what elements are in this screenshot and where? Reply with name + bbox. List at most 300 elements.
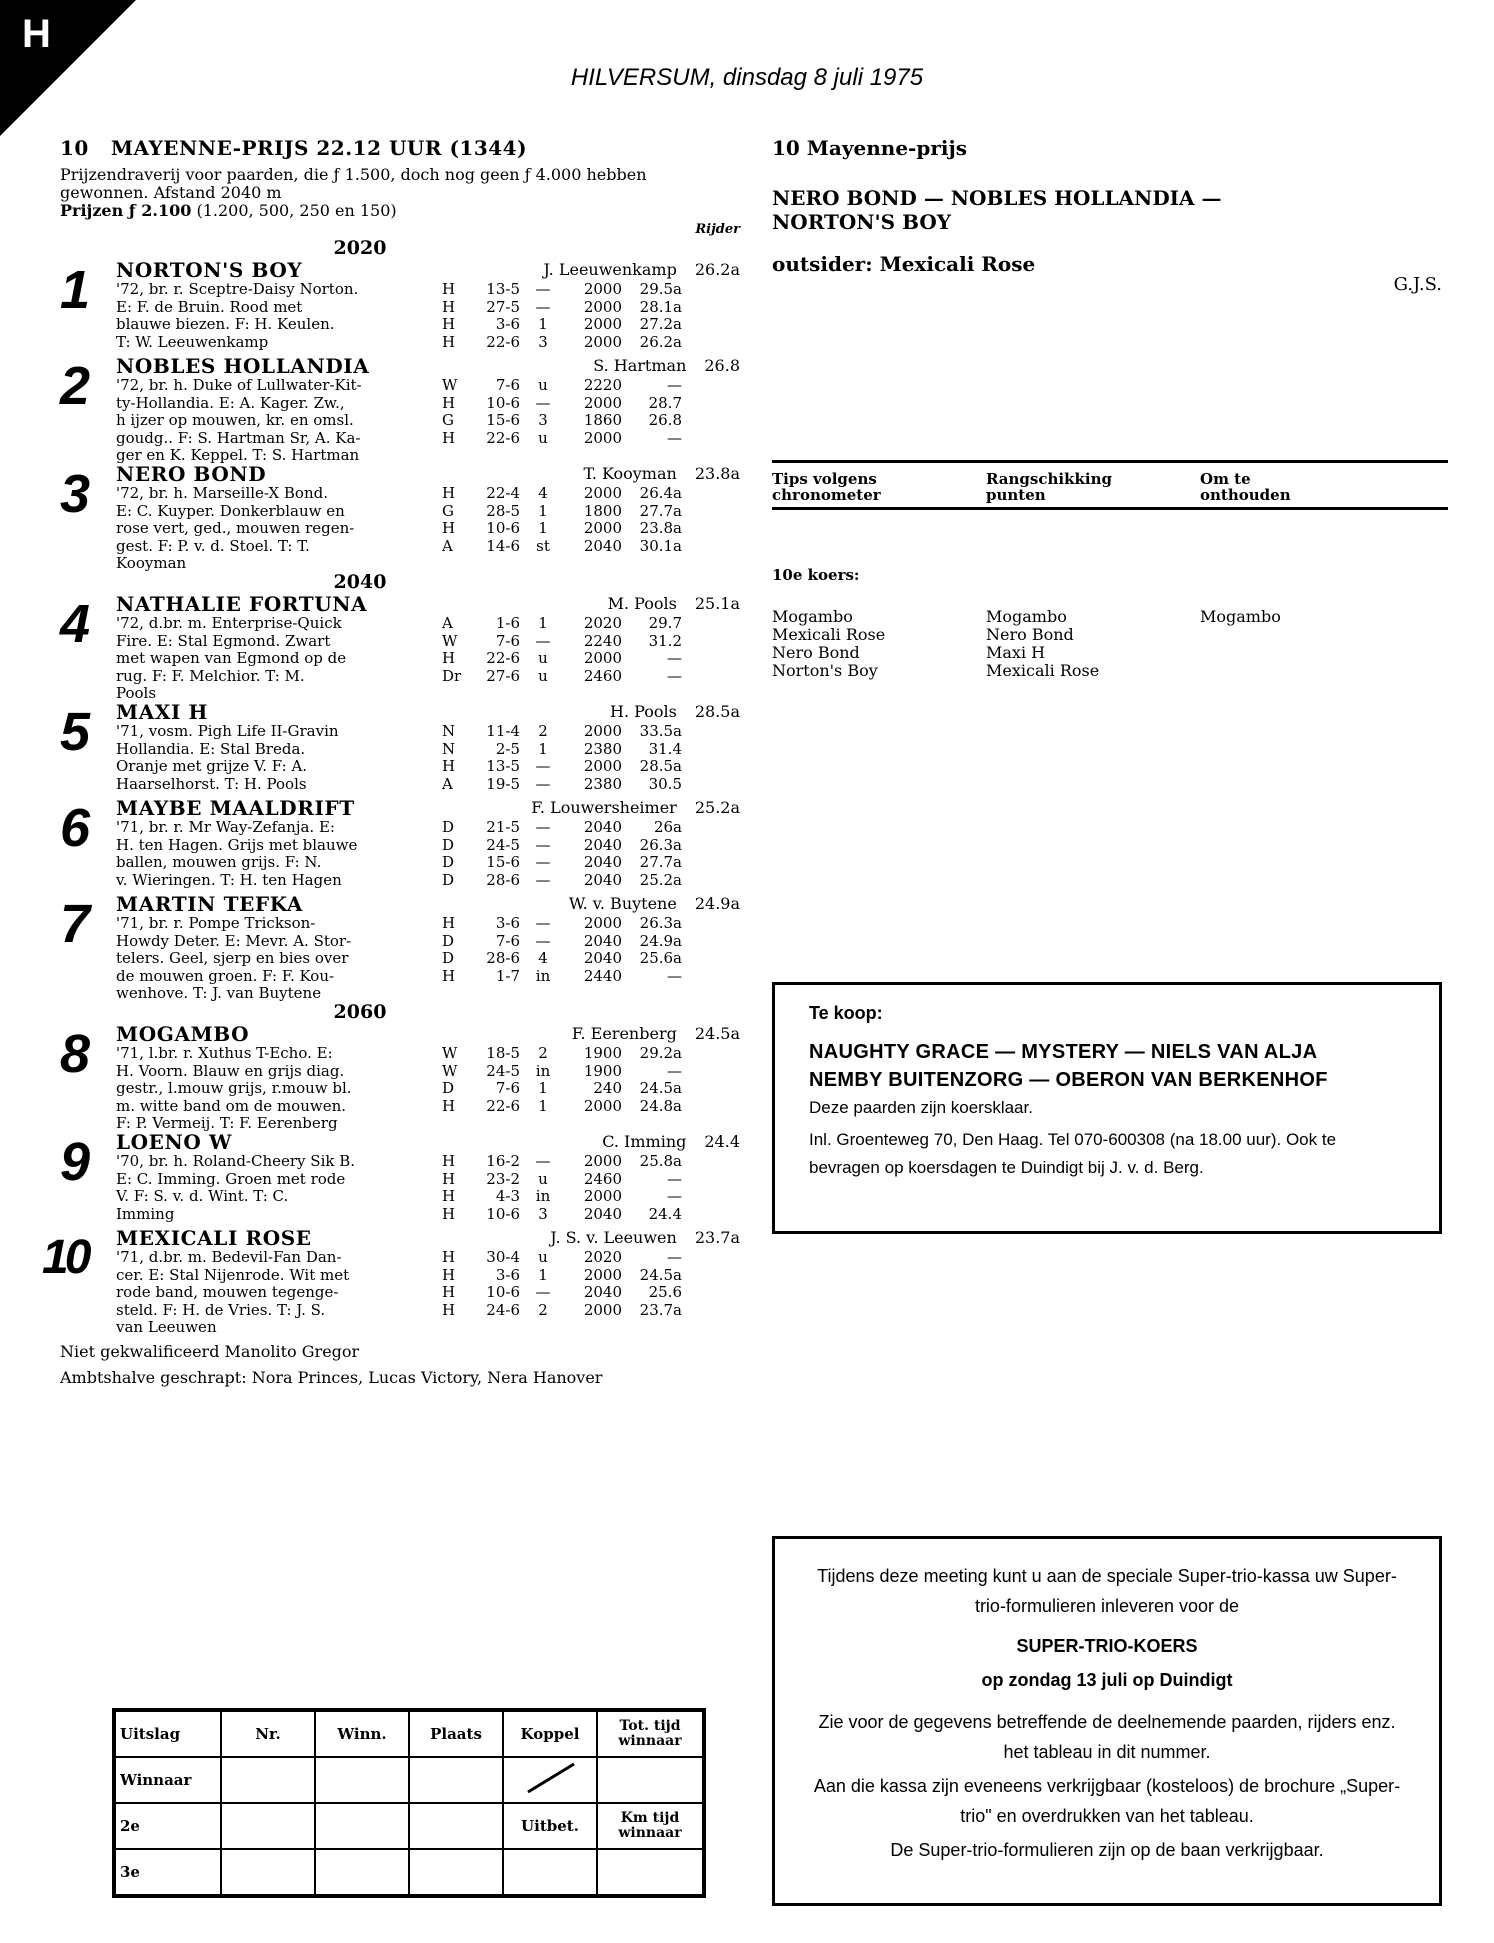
horse-name: MOGAMBO — [116, 1022, 250, 1046]
result-field: H — [442, 519, 456, 537]
result-cell[interactable] — [409, 1803, 503, 1849]
horse-results — [442, 281, 740, 351]
page-header: HILVERSUM, dinsdag 8 juli 1975 — [570, 64, 924, 91]
result-field: 26a — [653, 818, 682, 836]
race-conditions: Prijzendraverij voor paarden, die ƒ 1.500, doch nog geen ƒ 4.000 hebben gewonnen. Afstand 2040 m — [60, 165, 647, 202]
result-field: 1 — [538, 501, 548, 520]
horse-details — [116, 377, 740, 465]
result-field: D — [442, 931, 455, 950]
result-field: — — [535, 818, 551, 836]
result-field: A — [442, 536, 453, 555]
tip-horse: Norton's Boy — [772, 661, 878, 680]
result-field: H — [442, 1265, 456, 1284]
result-field: 2000 — [583, 519, 622, 537]
horse-description-line: rug. F: F. Melchior. T: M. — [116, 666, 305, 685]
result-line — [442, 1267, 740, 1285]
result-header-plaats: Plaats — [409, 1710, 503, 1757]
horse-number: 7 — [60, 894, 91, 954]
super-trio-p3: De Super-trio-formulieren zijn op de baan verkrijgbaar. — [890, 1840, 1324, 1860]
result-field: H — [442, 757, 456, 775]
result-field: — — [535, 931, 551, 950]
result-line — [442, 430, 740, 448]
result-field: 2 — [538, 1044, 548, 1062]
horse-description-line: '72, br. h. Duke of Lullwater-Kit- — [116, 376, 362, 394]
result-field: 2040 — [583, 1283, 622, 1301]
horse-description-line: Oranje met grijze V. F: A. — [116, 757, 308, 775]
result-field: W — [442, 376, 458, 394]
result-row-winnaar: Winnaar — [114, 1757, 221, 1803]
result-line — [442, 485, 740, 503]
result-field: 2000 — [583, 1187, 622, 1205]
horse-description-line: cer. E: Stal Nijenrode. Wit met — [116, 1265, 350, 1284]
result-field: 27-6 — [486, 666, 520, 685]
result-field: 2380 — [583, 739, 622, 758]
horse-results — [442, 1153, 740, 1223]
result-field: 22-6 — [486, 649, 520, 667]
tip-initials: G.J.S. — [1393, 274, 1442, 295]
result-line — [442, 1098, 740, 1116]
result-field: 2460 — [583, 666, 622, 685]
result-field: H — [442, 332, 456, 351]
ad-info: Inl. Groenteweg 70, Den Haag. Tel 070-600308 (na 18.00 uur). Ook te bevragen op koersdagen te Duindigt bij J. v. d. Berg. — [809, 1130, 1337, 1177]
result-field: — — [535, 1152, 551, 1170]
result-field: H — [442, 428, 456, 447]
horse-best-time: 25.2a — [694, 798, 740, 817]
result-field: 1860 — [583, 411, 622, 429]
result-field: 2040 — [583, 1204, 622, 1223]
result-field: 2000 — [583, 1300, 622, 1319]
race-title — [60, 136, 740, 160]
result-cell[interactable] — [221, 1803, 315, 1849]
result-field: 28.5a — [639, 757, 682, 775]
ad-horses-line1: NAUGHTY GRACE — MYSTERY — NIELS VAN ALJA — [809, 1041, 1318, 1063]
result-field: 30-4 — [486, 1248, 520, 1266]
result-field: 22-6 — [486, 428, 520, 447]
result-line — [442, 933, 740, 951]
tips-col-punten — [986, 608, 1200, 680]
result-line — [442, 520, 740, 538]
result-field: 4 — [538, 484, 548, 502]
result-field: 26.4a — [639, 484, 682, 502]
result-field: 2000 — [583, 315, 622, 333]
rider-column-label: Rijder — [695, 222, 740, 237]
result-line — [442, 668, 740, 686]
result-field: 7-6 — [495, 376, 520, 394]
horse-best-time: 26.2a — [694, 260, 740, 279]
horse-entry — [60, 797, 740, 893]
horse-description-line: H. ten Hagen. Grijs met blauwe — [116, 835, 358, 854]
horse-number: 5 — [60, 702, 91, 762]
for-sale-ad — [772, 982, 1442, 1234]
result-field: 24.8a — [639, 1096, 682, 1115]
result-field: 23.7a — [639, 1300, 682, 1319]
result-field: u — [538, 376, 548, 394]
result-field: 1-6 — [495, 614, 520, 632]
result-field: st — [536, 536, 550, 555]
result-field: — — [535, 1283, 551, 1301]
horse-description-line: goudg.. F: S. Hartman Sr, A. Ka- — [116, 428, 361, 447]
horse-jockey-time — [583, 463, 740, 485]
horse-description-line: '71, l.br. r. Xuthus T-Echo. E: — [116, 1044, 333, 1062]
result-field: — — [667, 666, 682, 685]
horse-description-line: wenhove. T: J. van Buytene — [116, 984, 322, 1002]
result-line — [442, 633, 740, 651]
horse-description-line: '72, br. h. Marseille-X Bond. — [116, 484, 328, 502]
result-field: 26.8 — [648, 411, 682, 429]
race-card — [42, 136, 740, 1387]
result-field: — — [667, 1248, 682, 1266]
horse-details — [116, 485, 740, 573]
result-field: 2000 — [583, 484, 622, 502]
result-field: H — [442, 966, 456, 985]
horse-description-line: E: C. Kuyper. Donkerblauw en — [116, 501, 345, 520]
tip-horse: Mogambo — [986, 607, 1067, 626]
horse-description-line: E: F. de Bruin. Rood met — [116, 297, 303, 316]
horse-best-time: 28.5a — [694, 702, 740, 721]
horse-name: NORTON'S BOY — [116, 258, 303, 282]
result-field: 24-5 — [486, 835, 520, 854]
result-field: H — [442, 1152, 456, 1170]
result-field: 21-5 — [486, 818, 520, 836]
result-field: 2000 — [583, 297, 622, 316]
result-field: W — [442, 631, 458, 650]
horse-description-line: '71, br. r. Mr Way-Zefanja. E: — [116, 818, 335, 836]
result-field: 2040 — [583, 870, 622, 889]
slash-mark — [520, 1760, 580, 1796]
tips-header-chronometer: Tips volgens chronometer — [772, 470, 881, 504]
horse-details — [116, 1153, 740, 1223]
result-cell[interactable] — [221, 1849, 315, 1896]
horse-entry — [42, 1226, 740, 1336]
distance-group-label: 2020 — [333, 237, 387, 259]
result-line — [442, 1063, 740, 1081]
result-field: D — [442, 835, 455, 854]
result-cell[interactable] — [597, 1849, 704, 1896]
horse-description-line: '71, vosm. Pigh Life II-Gravin — [116, 722, 339, 740]
horse-entry — [60, 355, 740, 463]
horse-description — [116, 1249, 442, 1337]
result-header-tot-tijd: Tot. tijd winnaar — [597, 1710, 704, 1757]
result-field: — — [535, 870, 551, 889]
result-field: H — [442, 649, 456, 667]
result-field: 1 — [538, 519, 548, 537]
result-field: 2-5 — [495, 739, 520, 758]
horse-details — [116, 723, 740, 793]
result-field: H — [442, 1204, 456, 1223]
result-field: 24.5a — [639, 1079, 682, 1097]
result-field: 1 — [538, 614, 548, 632]
horse-best-time: 24.9a — [694, 894, 740, 913]
result-field: 10-6 — [486, 519, 520, 537]
horse-entry — [60, 701, 740, 797]
result-field: 3 — [538, 411, 548, 429]
horse-best-time: 24.5a — [694, 1024, 740, 1043]
horse-jockey: H. Pools — [609, 702, 677, 721]
result-field: 2460 — [583, 1169, 622, 1188]
result-field: 27.7a — [639, 501, 682, 520]
result-field: 2020 — [583, 614, 622, 632]
result-uitbet-label: Uitbet. — [503, 1803, 597, 1849]
result-field: 24-5 — [486, 1061, 520, 1080]
horse-name: NATHALIE FORTUNA — [116, 592, 368, 616]
result-field: A — [442, 614, 453, 632]
result-field: 24.5a — [639, 1265, 682, 1284]
horse-jockey-time — [544, 259, 741, 281]
result-field: 10-6 — [486, 1283, 520, 1301]
result-field: 29.7 — [648, 614, 682, 632]
result-field: 25.6 — [648, 1283, 682, 1301]
result-field: 15-6 — [486, 853, 520, 871]
result-field: 1900 — [583, 1044, 622, 1062]
result-field: 26.3a — [639, 835, 682, 854]
result-field: 2380 — [583, 774, 622, 793]
horse-entry — [60, 893, 740, 1001]
section-letter: H — [22, 12, 51, 56]
result-field: 4-3 — [495, 1187, 520, 1205]
horse-name: NERO BOND — [116, 462, 267, 486]
tips-header-onthouden: Om te onthouden — [1200, 470, 1291, 504]
horse-entry — [60, 593, 740, 701]
result-field: 22-4 — [486, 484, 520, 502]
result-field: 3-6 — [495, 1265, 520, 1284]
horse-jockey-time — [608, 593, 740, 615]
horse-jockey-time — [531, 797, 740, 819]
result-field: D — [442, 870, 455, 889]
result-field: 30.5 — [648, 774, 682, 793]
result-field: — — [535, 631, 551, 650]
result-field: H — [442, 315, 456, 333]
result-cell[interactable] — [503, 1849, 597, 1896]
result-field: 16-2 — [486, 1152, 520, 1170]
horse-best-time: 23.7a — [694, 1228, 740, 1247]
result-field: W — [442, 1044, 458, 1062]
super-trio-intro: Tijdens deze meeting kunt u aan de speciale Super-trio-kassa uw Super-trio-formulieren inleveren voor de — [817, 1566, 1397, 1616]
result-line — [442, 1171, 740, 1189]
result-field: — — [535, 280, 551, 298]
horse-description-line: ballen, mouwen grijs. F: N. — [116, 853, 322, 871]
result-field: 3-6 — [495, 315, 520, 333]
result-line — [442, 1284, 740, 1302]
horse-best-time: 25.1a — [694, 594, 740, 613]
horse-number: 10 — [42, 1231, 88, 1284]
result-field: 2000 — [583, 393, 622, 412]
result-field: — — [667, 376, 682, 394]
ad-horses-line2: NEMBY BUITENZORG — OBERON VAN BERKENHOF — [809, 1069, 1328, 1091]
prizes-label: Prijzen ƒ 2.100 — [60, 201, 192, 220]
tips-col-chronometer — [772, 608, 986, 680]
result-field: 25.8a — [639, 1152, 682, 1170]
result-field: 28-6 — [486, 949, 520, 967]
tip-horse: Mexicali Rose — [986, 661, 1100, 680]
tip-horse: Maxi H — [986, 643, 1046, 662]
result-field: 30.1a — [639, 536, 682, 555]
result-field: 26.2a — [639, 332, 682, 351]
horse-jockey: J. S. v. Leeuwen — [550, 1228, 677, 1247]
result-field: — — [667, 428, 682, 447]
result-field: G — [442, 411, 454, 429]
result-field: 3-6 — [495, 914, 520, 932]
horse-jockey-time — [569, 893, 740, 915]
horse-name: MAXI H — [116, 700, 208, 724]
horse-description-line: Hollandia. E: Stal Breda. — [116, 739, 306, 758]
result-field: 10-6 — [486, 1204, 520, 1223]
super-trio-p2: Aan die kassa zijn eveneens verkrijgbaar (kosteloos) de brochure „Super-trio" en overdrukken van het tableau. — [813, 1776, 1401, 1826]
horse-description-line: steld. F: H. de Vries. T: J. S. — [116, 1300, 326, 1319]
result-field: D — [442, 818, 455, 836]
result-header-uitslag: Uitslag — [114, 1710, 221, 1757]
horse-entry — [60, 259, 740, 355]
horse-description-line: v. Wieringen. T: H. ten Hagen — [116, 870, 342, 889]
horse-jockey: W. v. Buytene — [568, 894, 677, 913]
result-field: 4 — [538, 949, 548, 967]
result-field: 23.8a — [639, 519, 682, 537]
result-field: 28-5 — [486, 501, 520, 520]
result-field: 7-6 — [495, 931, 520, 950]
result-field: — — [667, 966, 682, 985]
horse-best-time: 23.8a — [694, 464, 740, 483]
result-field: D — [442, 949, 455, 967]
horse-details — [116, 1249, 740, 1337]
result-field: H — [442, 1300, 456, 1319]
result-field: 2040 — [583, 835, 622, 854]
horse-description — [116, 377, 442, 465]
result-field: N — [442, 739, 456, 758]
horse-description-line: m. witte band om de mouwen. — [116, 1096, 347, 1115]
result-line — [442, 412, 740, 430]
result-line — [442, 741, 740, 759]
result-field: u — [538, 666, 548, 685]
result-field: in — [535, 1061, 551, 1080]
tips-koers-label: 10e koers: — [772, 566, 860, 584]
result-header-nr: Nr. — [221, 1710, 315, 1757]
horse-number: 6 — [60, 798, 91, 858]
horse-details — [116, 281, 740, 351]
horse-jockey-time — [572, 1023, 740, 1045]
horse-results — [442, 723, 740, 793]
super-trio-title: SUPER-TRIO-KOERS — [1016, 1636, 1198, 1656]
result-field: 2000 — [583, 757, 622, 775]
horse-jockey: J. Leeuwenkamp — [543, 260, 677, 279]
result-field: 24-6 — [486, 1300, 520, 1319]
result-field: H — [442, 484, 456, 502]
result-form-table — [112, 1708, 706, 1898]
horse-details — [116, 819, 740, 889]
horse-name: MARTIN TEFKA — [116, 892, 304, 916]
race-number: 10 — [60, 136, 89, 160]
horse-jockey-time — [602, 1131, 740, 1153]
result-field: H — [442, 1283, 456, 1301]
result-field: 2000 — [583, 1096, 622, 1115]
result-cell[interactable] — [221, 1757, 315, 1803]
result-cell[interactable] — [597, 1757, 704, 1803]
result-km-tijd-label: Km tijd winnaar — [597, 1803, 704, 1849]
result-field: — — [535, 914, 551, 932]
horse-description-line: telers. Geel, sjerp en bies over — [116, 949, 349, 967]
horse-best-time: 24.4 — [704, 1132, 740, 1151]
horse-description-line: gestr., l.mouw grijs, r.mouw bl. — [116, 1079, 352, 1097]
horse-name: MAYBE MAALDRIFT — [116, 796, 355, 820]
tip-section — [772, 136, 1442, 295]
horse-description-line: E: C. Imming. Groen met rode — [116, 1169, 346, 1188]
result-line — [442, 950, 740, 968]
result-field: 23-2 — [486, 1169, 520, 1188]
result-cell[interactable] — [409, 1757, 503, 1803]
race-name: MAYENNE-PRIJS 22.12 UUR (1344) — [110, 136, 528, 160]
result-field: 2040 — [583, 949, 622, 967]
horse-description-line: Pools — [116, 684, 157, 702]
horse-results — [442, 915, 740, 1003]
result-field: 2000 — [583, 428, 622, 447]
result-field: 7-6 — [495, 1079, 520, 1097]
horse-number: 1 — [60, 260, 91, 320]
result-field: 29.2a — [639, 1044, 682, 1062]
result-field: 26.3a — [639, 914, 682, 932]
result-line — [442, 615, 740, 633]
result-field: 2020 — [583, 1248, 622, 1266]
horse-jockey: F. Eerenberg — [571, 1024, 677, 1043]
result-field: 25.2a — [639, 870, 682, 889]
horse-description-line: rose vert, ged., mouwen regen- — [116, 519, 355, 537]
result-field: 1 — [538, 739, 548, 758]
result-field: 15-6 — [486, 411, 520, 429]
horse-description-line: V. F: S. v. d. Wint. T: C. — [116, 1187, 289, 1205]
prizes-detail: (1.200, 500, 250 en 150) — [196, 201, 397, 220]
result-field: 28.1a — [639, 297, 682, 316]
result-cell[interactable] — [315, 1849, 409, 1896]
result-field: 24.4 — [648, 1204, 682, 1223]
result-cell[interactable] — [409, 1849, 503, 1896]
horse-list — [42, 237, 740, 1336]
horse-jockey: S. Hartman — [593, 356, 687, 375]
result-field: u — [538, 428, 548, 447]
horse-entry — [60, 1131, 740, 1227]
horse-description-line: h ijzer op mouwen, kr. en omsl. — [116, 411, 354, 429]
result-field: A — [442, 774, 453, 793]
result-field: 1900 — [583, 1061, 622, 1080]
result-field: 1 — [538, 315, 548, 333]
result-field: — — [535, 393, 551, 412]
result-field: 2040 — [583, 931, 622, 950]
result-cell[interactable] — [315, 1757, 409, 1803]
horse-description-line: Kooyman — [116, 554, 187, 572]
result-field: 33.5a — [639, 722, 682, 740]
result-field: H — [442, 1187, 456, 1205]
horse-description-line: de mouwen groen. F: F. Kou- — [116, 966, 335, 985]
distance-group-label: 2060 — [333, 1001, 387, 1023]
result-field: u — [538, 1248, 548, 1266]
result-cell[interactable] — [315, 1803, 409, 1849]
horse-description-line: '71, d.br. m. Bedevil-Fan Dan- — [116, 1248, 342, 1266]
result-field: — — [535, 297, 551, 316]
result-line — [442, 837, 740, 855]
result-field: — — [667, 649, 682, 667]
horse-description-line: Haarselhorst. T: H. Pools — [116, 774, 307, 793]
race-prizes — [60, 202, 740, 220]
result-field: 11-4 — [486, 722, 520, 740]
scratched-note: Ambtshalve geschrapt: Nora Princes, Lucas Victory, Nera Hanover — [60, 1368, 603, 1387]
result-field: 14-6 — [486, 536, 520, 555]
result-line — [442, 854, 740, 872]
result-field: 18-5 — [486, 1044, 520, 1062]
result-line — [442, 776, 740, 794]
result-line — [442, 503, 740, 521]
result-field: 1 — [538, 1096, 548, 1115]
result-field: 2040 — [583, 818, 622, 836]
result-field: H — [442, 1169, 456, 1188]
result-field: — — [667, 1061, 682, 1080]
result-line — [442, 915, 740, 933]
horse-description — [116, 1153, 442, 1223]
